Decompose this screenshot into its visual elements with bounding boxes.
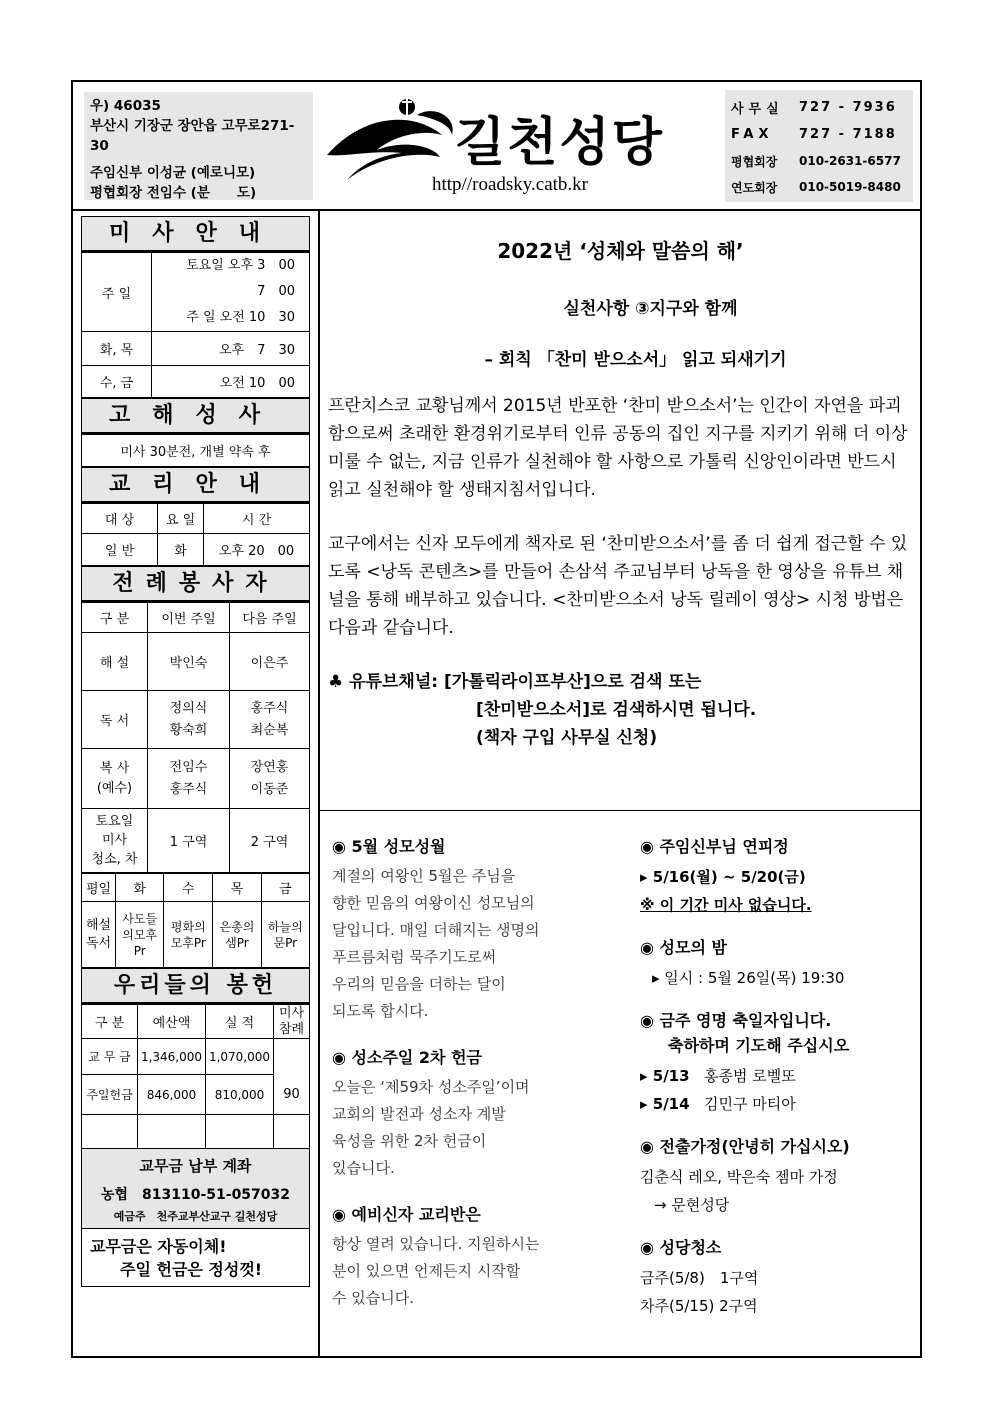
account-holder: 예금주 천주교부산교구 길천성당 (113, 1210, 278, 1223)
section-divider (320, 810, 920, 811)
weekday-header: 금 (261, 874, 309, 902)
catechism-header: 시 간 (204, 504, 310, 534)
offering-header: 구 분 (82, 1005, 138, 1039)
notice-line: 되도록 합시다. (332, 1002, 429, 1020)
church-url[interactable]: http//roadsky.catb.kr (432, 174, 589, 195)
slogan-box (81, 1229, 310, 1287)
youtube-keyword-2: [찬미받으소서] (476, 700, 591, 720)
address: 부산시 기장군 장안읍 고무로271-30 (90, 118, 295, 154)
offering-header: 실 적 (206, 1005, 274, 1039)
youtube-keyword-1: [가톨릭라이프부산] (444, 672, 591, 692)
clean-line: 금주(5/8) 1구역 (640, 1269, 759, 1287)
mass-tuethu-label: 화, 목 (82, 332, 152, 366)
contact-value: 727 - 7936 (799, 100, 897, 115)
feast-name: 홍종범 로벨또 (704, 1067, 796, 1085)
liturgy-next: 이은주 (230, 633, 310, 691)
mass-time: 토요일 오후 3 00 (186, 258, 295, 273)
feast-item (640, 1090, 915, 1118)
catechism-title: 교리안내 (81, 467, 310, 503)
retreat-note: ※ 이 기간 미사 없습니다. (640, 896, 812, 914)
slogan-1: 교무금은 자동이체! (90, 1237, 227, 1256)
clean-line: 차주(5/15) 2구역 (640, 1297, 758, 1315)
feast-date: ▸ 5/14 (640, 1095, 690, 1113)
confession-text: 미사 30분전, 개별 약속 후 (82, 435, 310, 467)
move-heading: ◉ 전출가정(안녕히 가십시오) (640, 1137, 850, 1156)
article-paragraph-1: 프란치스코 교황님께서 2015년 반포한 ‘찬미 받으소서’는 인간이 자연을 파괴함으로써 초래한 환경위기로부터 인류 공동의 집인 지구를 지키기 위해 더 이상 미룰 수 없는, 지금 인류가 실천해야 할 사항으로 가톨릭 신앙인이라면 반드시 읽고 실천해야 할 생태지침서입니다. (328, 396, 908, 500)
liturgy-role: 독 서 (82, 691, 148, 749)
notice-line: 향한 믿음의 여왕이신 성모님의 (332, 894, 535, 912)
notice-line: 달입니다. 매일 더해지는 생명의 (332, 921, 540, 939)
confession-title: 고해성사 (81, 398, 310, 434)
move-dest: → 문현성당 (654, 1196, 730, 1214)
weekday-header: 목 (213, 874, 261, 902)
offering-attend: 90 (274, 1075, 310, 1115)
mass-sunday-times (152, 253, 310, 332)
notice-line: 육성을 위한 2차 헌금이 (332, 1132, 487, 1150)
contact-label: 평협회장 (731, 154, 778, 169)
notice-heading: ◉ 예비신자 교리반은 (332, 1205, 481, 1224)
pastor: 주임신부 이성균 (예로니모) (90, 165, 256, 181)
offering-title: 우리들의 봉헌 (81, 968, 310, 1004)
catechism-cell: 일 반 (82, 534, 158, 566)
notice-line: 우리의 믿음을 더하는 달이 (332, 975, 506, 993)
weekday-header: 수 (164, 874, 213, 902)
weekday-value: 사도들 의모후 Pr (116, 902, 164, 968)
youtube-text: 으로 검색 또는 (590, 672, 702, 692)
liturgy-table (81, 602, 310, 873)
offering-label: 교 무 금 (82, 1039, 138, 1075)
article-title: 2022년 ‘성체와 말씀의 해’ (497, 239, 744, 263)
mass-wedfri-label: 수, 금 (82, 366, 152, 398)
feast-item (640, 1062, 915, 1090)
header-divider (71, 209, 922, 211)
liturgy-this: 전임수 홍주식 (148, 749, 230, 809)
weekday-value: 은총의 샘Pr (213, 902, 261, 968)
liturgy-header: 다음 주일 (230, 603, 310, 633)
mass-title: 미사안내 (81, 216, 310, 252)
article-heading: – 회칙 「찬미 받으소서」 읽고 되새기기 (484, 350, 787, 370)
contact-yeondo (731, 174, 907, 200)
postal-code: 우) 46035 (90, 98, 161, 114)
feast-heading-2: 축하하며 기도해 주십시오 (668, 1036, 850, 1055)
weekday-value: 하늘의 문Pr (261, 902, 309, 968)
notice-line: 계절의 여왕인 5월은 주님을 (332, 867, 516, 885)
contact-value: 010-5019-8480 (799, 180, 901, 194)
feast-date: ▸ 5/13 (640, 1067, 690, 1085)
notice-line: 오늘은 ‘제59차 성소주일’이며 (332, 1078, 530, 1096)
catechism-cell: 화 (158, 534, 204, 566)
liturgy-this: 1 구역 (148, 809, 230, 873)
retreat-date: ▸ 5/16(월) ~ 5/20(금) (640, 868, 806, 886)
article-subtitle: 실천사항 ③지구와 함께 (563, 299, 738, 319)
contact-fax (731, 121, 907, 148)
contact-value: 727 - 7188 (799, 127, 897, 142)
contact-value: 010-2631-6577 (799, 154, 901, 168)
night-heading: ◉ 성모의 밤 (640, 938, 727, 957)
offering-empty (82, 1115, 138, 1149)
clean-heading: ◉ 성당청소 (640, 1238, 722, 1257)
account-title: 교무금 납부 계좌 (139, 1157, 252, 1175)
notice-heading: ◉ 5월 성모성월 (332, 837, 446, 856)
retreat-heading: ◉ 주임신부님 연피정 (640, 837, 789, 856)
youtube-channel-info (328, 668, 913, 752)
weekday-role: 해설 독서 (82, 902, 116, 968)
offering-budget: 846,000 (138, 1075, 206, 1115)
weekday-header: 화 (116, 874, 164, 902)
weekday-table (81, 873, 310, 968)
mass-sunday-label: 주 일 (82, 253, 152, 332)
column-divider (318, 211, 320, 1358)
notice-body (332, 863, 622, 1025)
account-box (81, 1149, 310, 1229)
offering-table (81, 1004, 310, 1149)
main-article (328, 225, 913, 752)
notice-line: 있습니다. (332, 1159, 395, 1177)
offering-actual: 1,070,000 (206, 1039, 274, 1075)
youtube-note: (책자 구입 사무실 신청) (476, 728, 658, 748)
liturgy-next: 장연홍 이동준 (230, 749, 310, 809)
contact-office (731, 94, 907, 121)
youtube-text: 로 검색하시면 됩니다. (590, 700, 757, 720)
mass-time: 주 일 오전 10 30 (186, 310, 295, 325)
youtube-label: ♣ 유튜브채널: (328, 672, 439, 692)
liturgy-this: 정의식 황숙희 (148, 691, 230, 749)
mass-table (81, 252, 310, 398)
offering-header: 미사 참례 (274, 1005, 310, 1039)
notice-line: 교회의 발전과 성소자 계발 (332, 1105, 506, 1123)
liturgy-this: 박인숙 (148, 633, 230, 691)
church-name: 길천성당 (455, 113, 664, 173)
mass-wedfri-time: 오전 10 00 (152, 366, 310, 398)
contact-label: 연도회장 (731, 180, 778, 195)
notice-line: 항상 열려 있습니다. 지원하시는 (332, 1235, 540, 1253)
liturgy-role: 해 설 (82, 633, 148, 691)
feast-name: 김민구 마티아 (704, 1095, 796, 1113)
weekday-value: 평화의 모후Pr (164, 902, 213, 968)
offering-attend (274, 1039, 310, 1075)
night-date: ▸ 일시 : 5월 26일(목) 19:30 (652, 969, 845, 987)
account-bank: 농협 813110-51-057032 (100, 1187, 291, 1203)
liturgy-role: 복 사 (예수) (82, 749, 148, 809)
confession-table (81, 434, 310, 467)
mass-tuethu-time: 오후 7 30 (152, 332, 310, 366)
contact-council (731, 148, 907, 174)
weekday-header: 평일 (82, 874, 116, 902)
offering-label: 주일헌금 (82, 1075, 138, 1115)
notices-right (640, 834, 915, 1320)
notice-line: 푸르름처럼 묵주기도로써 (332, 948, 497, 966)
slogan-2: 주일 헌금은 정성껏! (120, 1260, 263, 1279)
offering-budget: 1,346,000 (138, 1039, 206, 1075)
liturgy-header: 이번 주일 (148, 603, 230, 633)
notice-line: 분이 있으면 언제든지 시작할 (332, 1262, 521, 1280)
feast-heading: ◉ 금주 영명 축일자입니다. (640, 1011, 832, 1030)
article-paragraph-2: 교구에서는 신자 모두에게 책자로 된 ‘찬미받으소서’를 좀 더 쉽게 접근할 수 있도록 <낭독 콘텐츠>를 만들어 손삼석 주교님부터 낭독을 한 영상을 유튜브 채널을 통해 배부하고 있습니다. <찬미받으소서 낭독 릴레이 영상> 시청 방법은 다음과 같습니다. (328, 534, 908, 638)
contact-box (725, 90, 913, 202)
catechism-table (81, 503, 310, 566)
catechism-header: 요 일 (158, 504, 204, 534)
notices-left (332, 834, 622, 1312)
liturgy-next: 홍주식 최순복 (230, 691, 310, 749)
liturgy-header: 구 분 (82, 603, 148, 633)
notice-body (332, 1231, 622, 1312)
offering-actual: 810,000 (206, 1075, 274, 1115)
liturgy-next: 2 구역 (230, 809, 310, 873)
left-column (81, 216, 310, 1287)
mass-time: 7 00 (257, 284, 295, 299)
catechism-header: 대 상 (82, 504, 158, 534)
catechism-cell: 오후 20 00 (204, 534, 310, 566)
move-body: 김춘식 레오, 박은숙 젬마 가정 (640, 1168, 838, 1186)
offering-empty (274, 1115, 310, 1149)
contact-label: 사무실 (731, 102, 784, 117)
address-box (84, 92, 313, 200)
liturgy-role: 토요일 미사 청소, 차 (82, 809, 148, 873)
notice-heading: ◉ 성소주일 2차 헌금 (332, 1048, 482, 1067)
offering-empty (138, 1115, 206, 1149)
notice-body (332, 1074, 622, 1182)
notice-line: 수 있습니다. (332, 1289, 414, 1307)
liturgy-title: 전례봉사자 (81, 566, 310, 602)
offering-empty (206, 1115, 274, 1149)
contact-label: FAX (731, 127, 774, 142)
council-president: 평협회장 전임수 (분 도) (90, 185, 257, 201)
offering-header: 예산액 (138, 1005, 206, 1039)
